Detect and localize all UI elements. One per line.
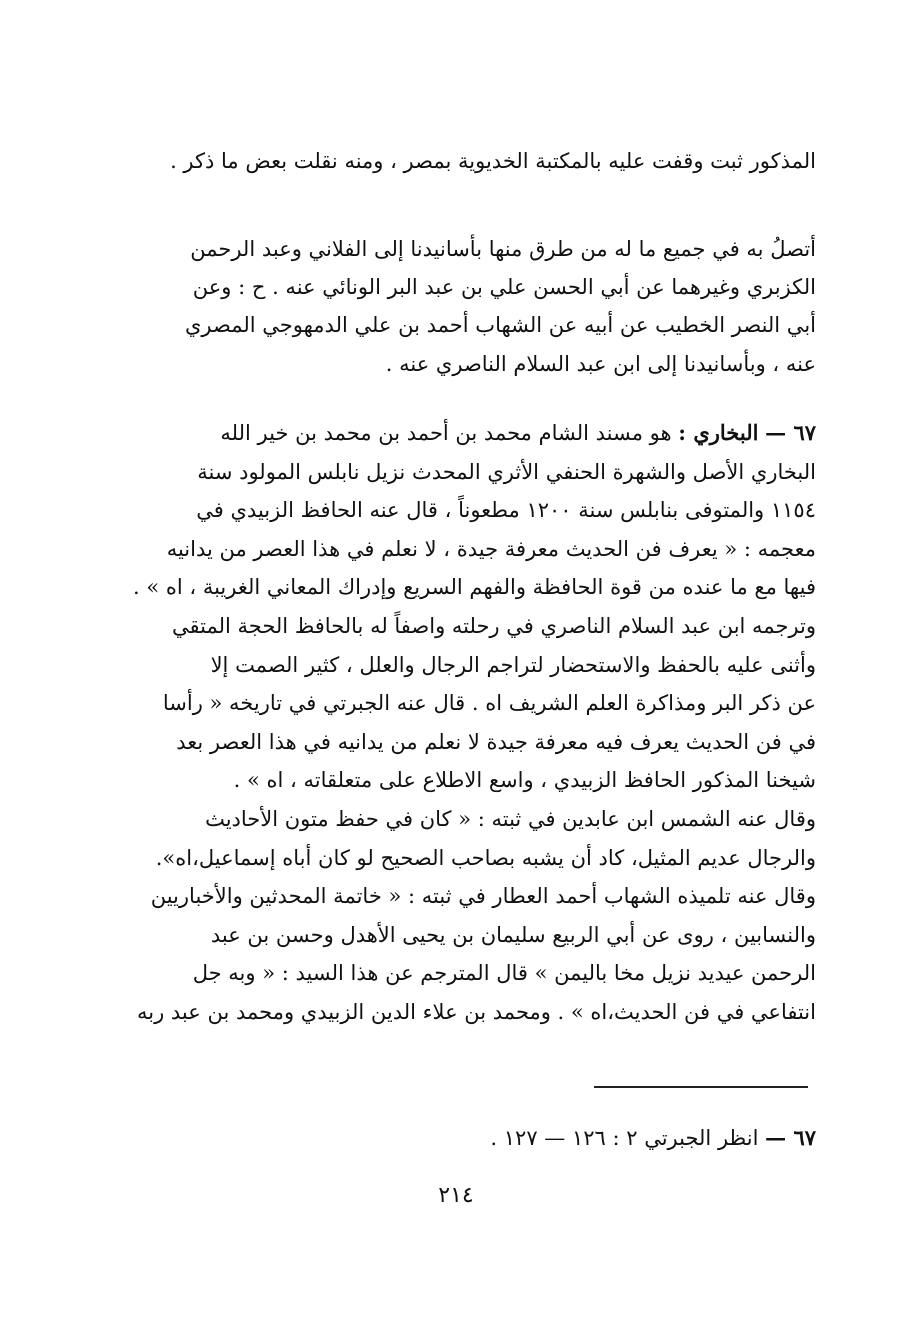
text-line: والنسابين ، روى عن أبي الربيع سليمان بن يحيى الأهدل وحسن بن عبد	[210, 922, 816, 947]
text-line: فيها مع ما عنده من قوة الحافظة والفهم السريع وإدراك المعاني الغريبة ، اه » .	[132, 575, 816, 600]
footnote-number: ٦٧ —	[765, 1125, 816, 1150]
biography-entry	[100, 414, 816, 1032]
entry-first-line-text: هو مسند الشام محمد بن أحمد بن محمد بن خير الله	[220, 421, 672, 445]
text-line: وترجمه ابن عبد السلام الناصري في رحلته واصفاً له بالحافظ الحجة المتقي	[172, 613, 816, 638]
footnote-text: انظر الجبرتي ٢ : ١٢٦ — ١٢٧ .	[490, 1126, 759, 1150]
text-line: وقال عنه تلميذه الشهاب أحمد العطار في ثبته : « خاتمة المحدثين والأخباريين	[150, 884, 816, 909]
text-line: عنه ، وبأسانيدنا إلى ابن عبد السلام الناصري عنه .	[385, 351, 816, 376]
text-line: انتفاعي في فن الحديث،اه » . ومحمد بن علاء الدين الزبيدي ومحمد بن عبد ربه	[136, 999, 816, 1024]
text-line: وقال عنه الشمس ابن عابدين في ثبته : « كان في حفظ متون الأحاديث	[205, 806, 816, 831]
text-line: معجمه : « يعرف فن الحديث معرفة جيدة ، لا نعلم في هذا العصر من يدانيه	[166, 536, 816, 561]
text-line: أتصلُ به في جميع ما له من طرق منها بأسانيدنا إلى الفلاني وعبد الرحمن	[190, 237, 816, 261]
paragraph-continuation	[100, 142, 816, 180]
footnote	[100, 1118, 816, 1158]
text-line: الرحمن عيديد نزيل مخا باليمن » قال المترجم عن هذا السيد : « وبه جل	[192, 961, 816, 986]
text-line: شيخنا المذكور الحافظ الزبيدي ، واسع الاطلاع على متعلقاته ، اه » .	[233, 768, 816, 793]
entry-heading-line	[100, 414, 816, 453]
entry-number: ٦٧ —	[765, 420, 816, 445]
text-line: ١١٥٤ والمتوفى بنابلس سنة ١٢٠٠ مطعوناً ، قال عنه الحافظ الزبيدي في	[196, 498, 816, 523]
footnote-divider	[594, 1086, 808, 1088]
text-line: عن ذكر البر ومذاكرة العلم الشريف اه . قال عنه الجبرتي في تاريخه « رأسا	[162, 691, 816, 716]
text-line: والرجال عديم المثيل، كاد أن يشبه بصاحب الصحيح لو كان أباه إسماعيل،اه».	[155, 845, 816, 870]
text-line: أبي النصر الخطيب عن أبيه عن الشهاب أحمد بن علي الدمهوجي المصري	[185, 313, 816, 338]
text-line: الكزبري وغيرهما عن أبي الحسن علي بن عبد البر الونائي عنه . ح : وعن	[192, 275, 816, 300]
paragraph-chains	[100, 230, 816, 383]
text-line: في فن الحديث يعرف فيه معرفة جيدة لا نعلم من يدانيه في هذا العصر بعد	[176, 729, 816, 754]
entry-name: البخاري :	[678, 420, 759, 445]
text-line: البخاري الأصل والشهرة الحنفي الأثري المحدث نزيل نابلس المولود سنة	[197, 459, 816, 484]
page-number: ٢١٤	[438, 1183, 474, 1208]
text-line: وأثنى عليه بالحفظ والاستحضار لتراجم الرجال والعلل ، كثير الصمت إلا	[210, 652, 816, 677]
text-line: المذكور ثبت وقفت عليه بالمكتبة الخديوية بمصر ، ومنه نقلت بعض ما ذكر .	[170, 149, 816, 173]
